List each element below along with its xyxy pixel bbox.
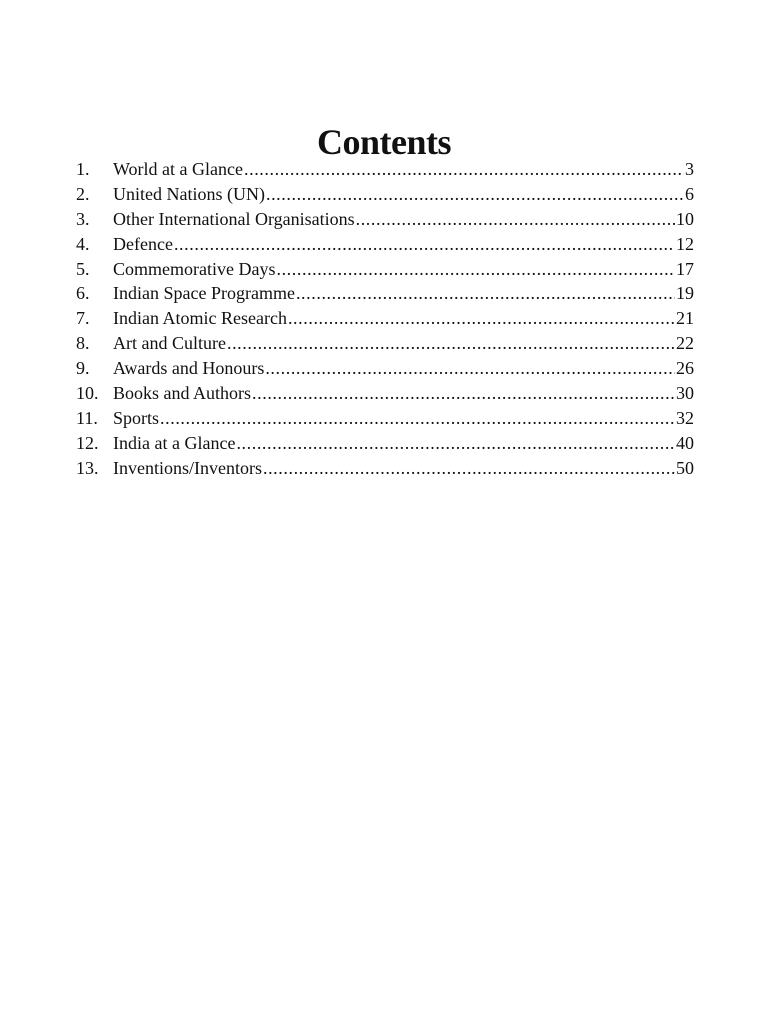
dot-leader (252, 381, 675, 406)
toc-entry-page-number: 19 (676, 283, 694, 304)
toc-entry-page-number: 22 (676, 333, 694, 354)
toc-entry-page-number: 3 (685, 159, 694, 179)
toc-entry-number: 12. (76, 432, 99, 453)
toc-entry-number: 11. (76, 407, 98, 428)
toc-entry-page-number: 26 (676, 358, 694, 379)
toc-entry-label: Inventions/Inventors (113, 457, 262, 478)
toc-entry-page-number: 32 (676, 407, 694, 428)
dot-leader (174, 232, 675, 257)
toc-entry-number: 13. (76, 457, 99, 478)
toc-entry (76, 207, 694, 232)
dot-leader (296, 281, 675, 306)
toc-entry-number: 8. (76, 333, 90, 354)
toc-entry-page-number: 30 (676, 383, 694, 404)
toc-entry-page-number: 21 (676, 308, 694, 329)
toc-entry-label: Sports (113, 407, 160, 428)
toc-entry-number: 3. (76, 208, 90, 229)
toc-entry-number: 5. (76, 258, 90, 279)
toc-entry (76, 182, 694, 207)
toc-entry-number: 6. (76, 283, 90, 304)
dot-leader (263, 456, 675, 481)
table-of-contents (76, 157, 694, 481)
toc-entry-label: India at a Glance (113, 432, 236, 453)
toc-entry-page-number: 6 (685, 183, 694, 204)
toc-entry (76, 356, 694, 381)
toc-entry-label: Commemorative Days (113, 258, 276, 279)
toc-entry-page-number: 17 (676, 258, 694, 279)
toc-entry (76, 406, 694, 431)
toc-entry-label: Indian Space Programme (113, 283, 295, 304)
dot-leader (288, 306, 675, 331)
toc-entry-label: Books and Authors (113, 383, 252, 404)
toc-entry-label: Awards and Honours (113, 358, 265, 379)
dot-leader (356, 207, 675, 232)
toc-entry-page-number: 12 (676, 233, 694, 254)
toc-entry (76, 381, 694, 406)
toc-entry-number: 1. (76, 159, 90, 179)
dot-leader (244, 157, 684, 182)
dot-leader (160, 406, 675, 431)
dot-leader (276, 257, 675, 282)
toc-entry-number: 10. (76, 383, 99, 404)
toc-entry (76, 157, 694, 182)
toc-entry-page-number: 40 (676, 432, 694, 453)
toc-entry (76, 306, 694, 331)
dot-leader (265, 356, 675, 381)
toc-entry (76, 257, 694, 282)
toc-entry-page-number: 10 (676, 208, 694, 229)
toc-entry-number: 9. (76, 358, 90, 379)
toc-entry-label: Indian Atomic Research (113, 308, 287, 329)
toc-entry (76, 456, 694, 481)
toc-entry (76, 431, 694, 456)
toc-entry-label: United Nations (UN) (113, 183, 265, 204)
toc-entry (76, 281, 694, 306)
toc-entry-page-number: 50 (676, 457, 694, 478)
toc-entry (76, 331, 694, 356)
page-title: Contents (316, 122, 451, 163)
dot-leader (227, 331, 675, 356)
toc-entry-label: Art and Culture (113, 333, 226, 354)
dot-leader (236, 431, 675, 456)
toc-entry (76, 232, 694, 257)
toc-entry-label: Defence (113, 233, 173, 254)
toc-entry-number: 2. (76, 183, 90, 204)
toc-entry-label: World at a Glance (113, 159, 243, 179)
dot-leader (266, 182, 684, 207)
toc-entry-label: Other International Organisations (113, 208, 355, 229)
toc-entry-number: 7. (76, 308, 90, 329)
toc-entry-number: 4. (76, 233, 90, 254)
